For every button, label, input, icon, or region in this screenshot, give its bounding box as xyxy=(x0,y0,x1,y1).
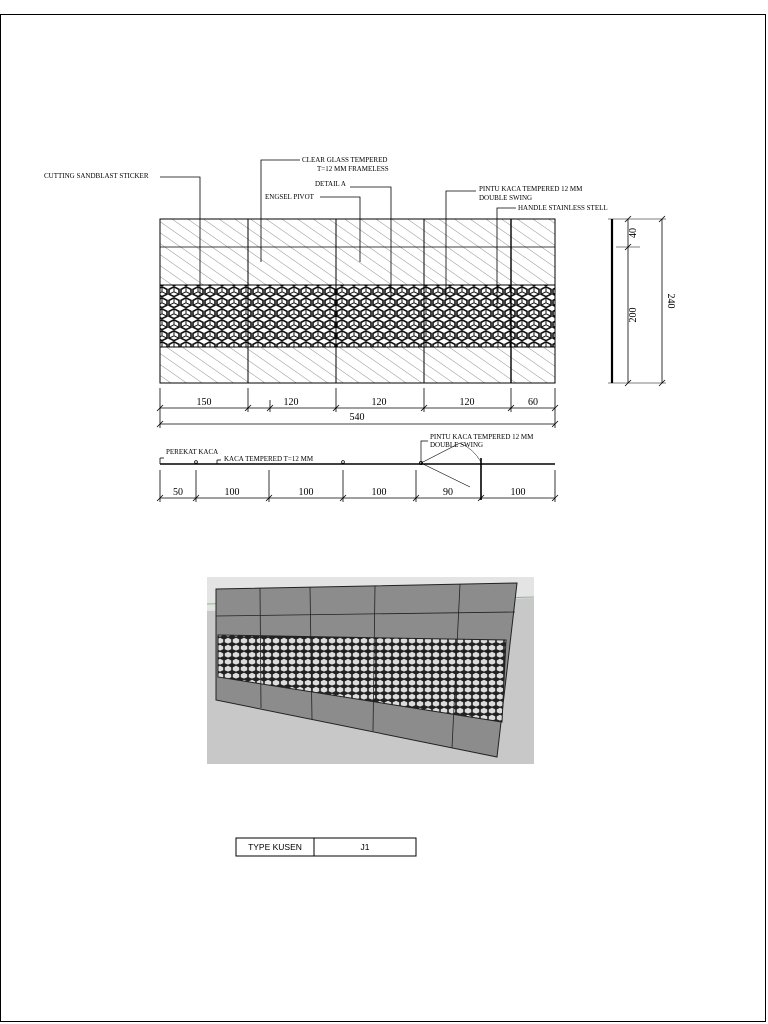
label-kaca-tempered: KACA TEMPERED T=12 MM xyxy=(224,455,314,463)
label-detail-a: DETAIL A xyxy=(315,180,346,188)
plan-dim-5: 90 xyxy=(443,487,453,498)
label-clear-glass-1: CLEAR GLASS TEMPERED xyxy=(302,156,388,164)
front-elevation xyxy=(44,156,676,428)
side-section xyxy=(608,216,666,386)
type-kusen-label: TYPE KUSEN xyxy=(248,842,302,852)
label-plan-door-2: DOUBLE SWING xyxy=(430,441,484,449)
dim-width-5: 60 xyxy=(528,397,538,408)
label-door-1: PINTU KACA TEMPERED 12 MM xyxy=(479,185,583,193)
sandblast-pattern-band xyxy=(160,285,555,347)
plan-dim-2: 100 xyxy=(224,487,240,498)
plan-dim-6: 100 xyxy=(510,487,526,498)
kusen-type-table xyxy=(236,838,416,856)
perspective-render xyxy=(207,577,534,764)
label-clear-glass-2: T=12 MM FRAMELESS xyxy=(317,165,389,173)
dim-height-total: 240 xyxy=(665,293,676,309)
plan-dim-1: 50 xyxy=(173,487,183,498)
dim-width-4: 120 xyxy=(459,397,475,408)
label-sandblast-sticker: CUTTING SANDBLAST STICKER xyxy=(44,172,149,180)
plan-dim-3: 100 xyxy=(298,487,314,498)
dim-width-3: 120 xyxy=(371,397,387,408)
label-perekat-kaca: PEREKAT KACA xyxy=(166,448,219,456)
plan-glass-line xyxy=(160,443,555,500)
type-kusen-value: J1 xyxy=(360,842,370,852)
label-handle: HANDLE STAINLESS STELL xyxy=(518,204,608,212)
dim-height-main: 200 xyxy=(628,307,639,323)
label-plan-door-1: PINTU KACA TEMPERED 12 MM xyxy=(430,433,534,441)
label-engsel-pivot: ENGSEL PIVOT xyxy=(265,193,314,201)
dim-width-2: 120 xyxy=(283,397,299,408)
plan-view xyxy=(157,433,558,502)
dim-height-top: 40 xyxy=(628,228,639,238)
plan-dim-4: 100 xyxy=(371,487,387,498)
dim-total-width: 540 xyxy=(349,412,365,423)
plan-width-dimensions xyxy=(157,470,558,502)
label-door-2: DOUBLE SWING xyxy=(479,194,533,202)
dim-width-1: 150 xyxy=(196,397,212,408)
